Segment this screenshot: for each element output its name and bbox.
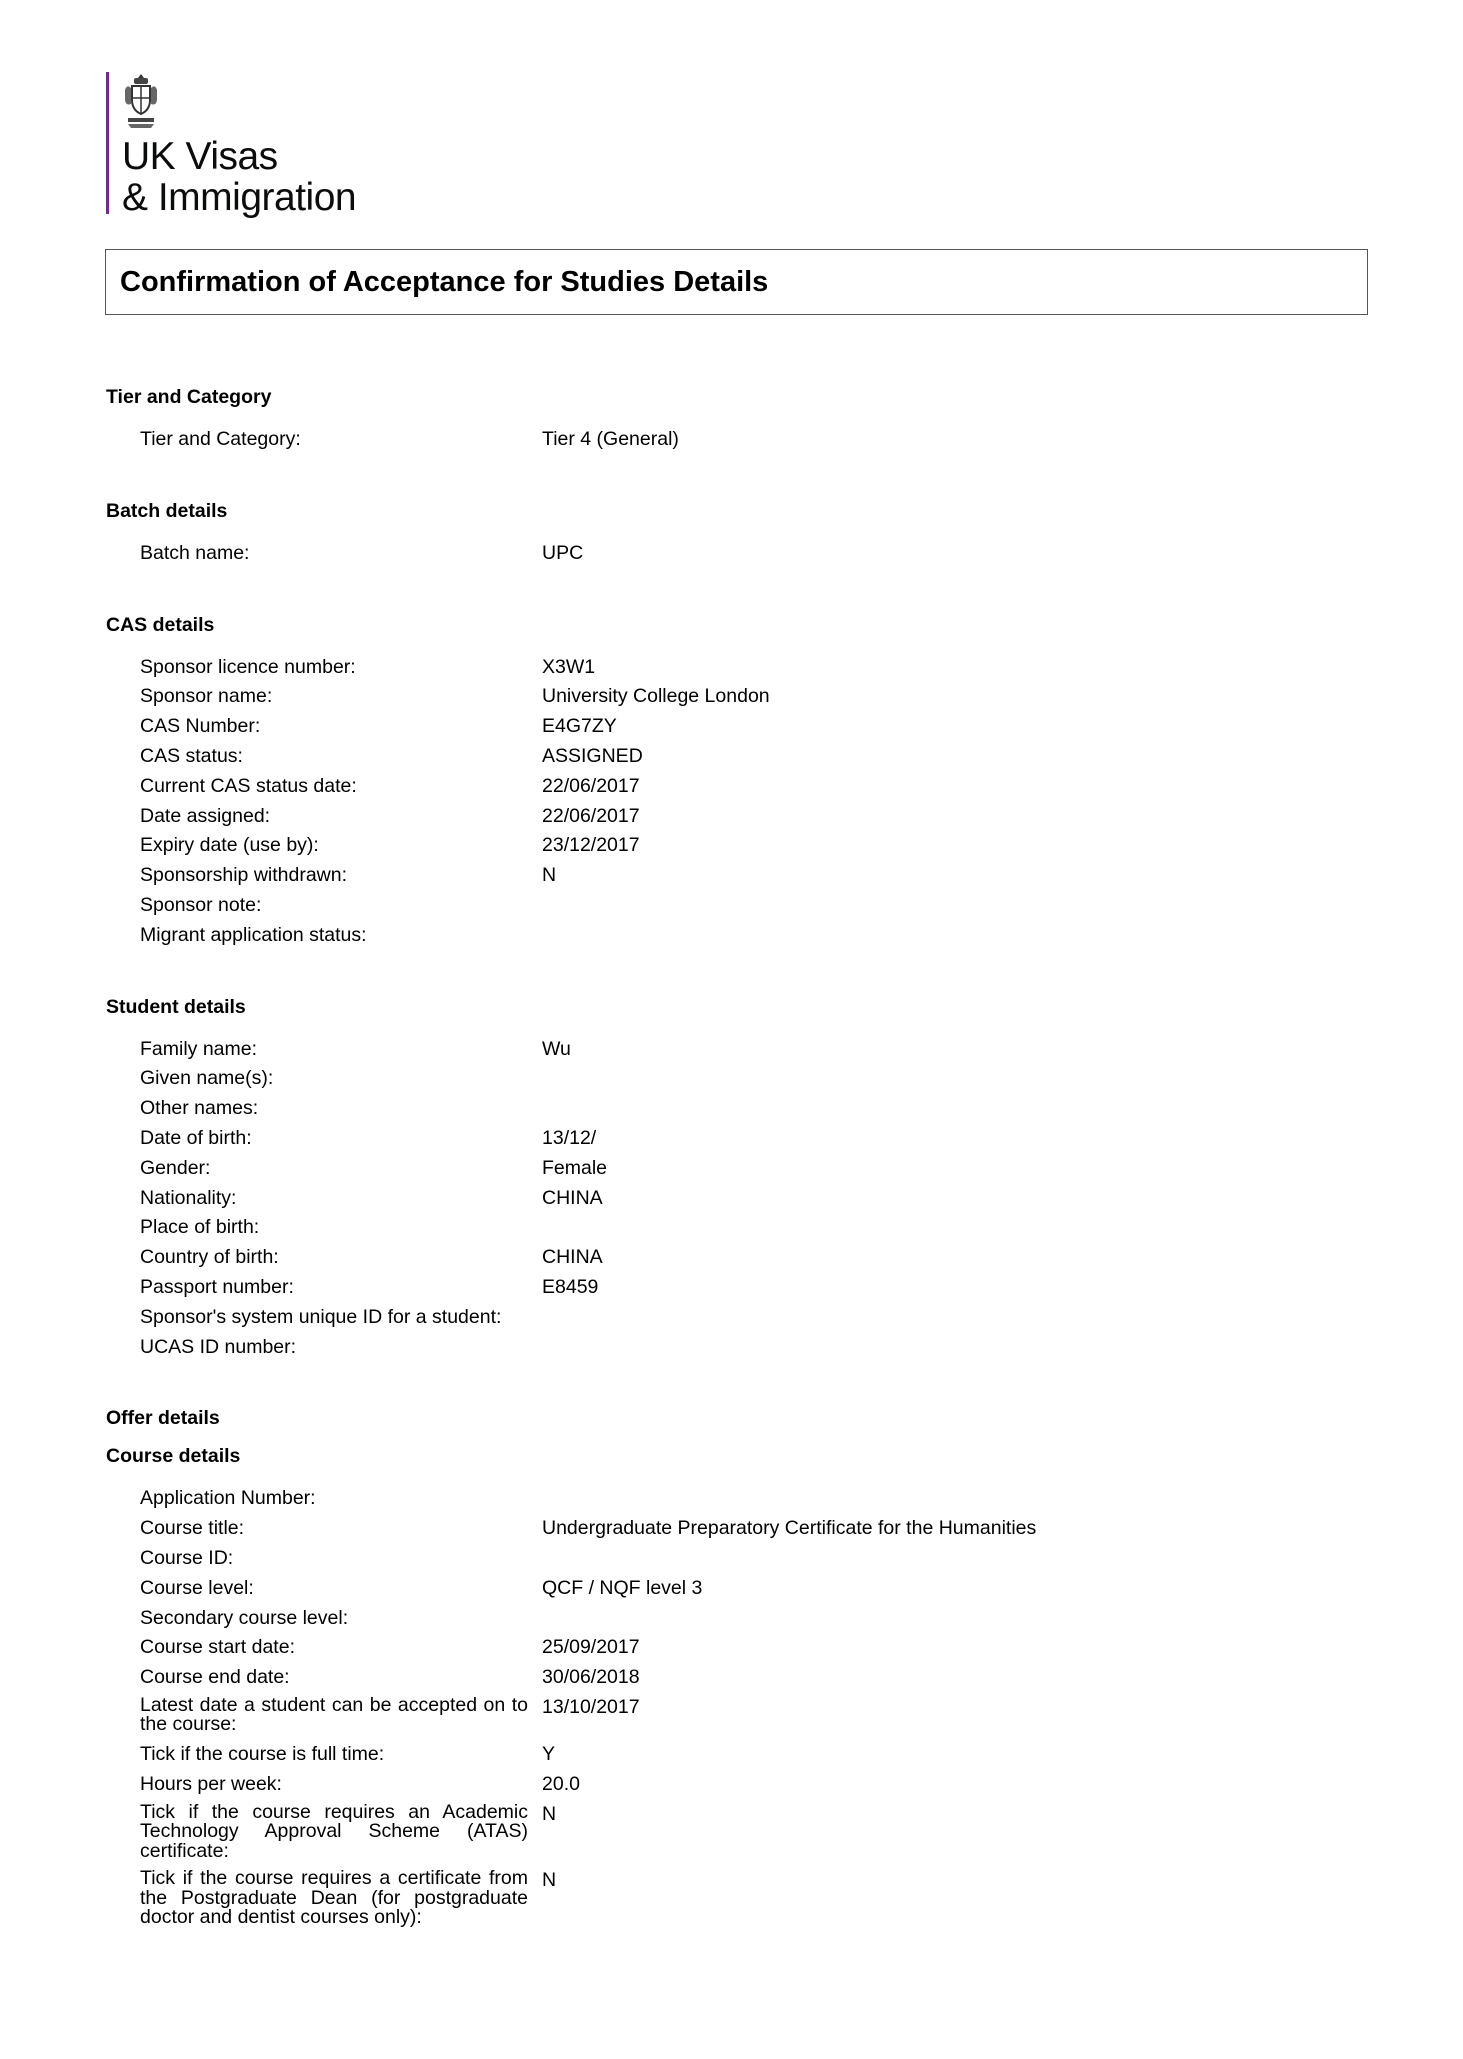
- section-cas: [106, 612, 1306, 954]
- field-row: [140, 924, 1306, 954]
- field-row: [140, 805, 1306, 835]
- field-row: [140, 428, 1306, 458]
- field-row: [140, 1038, 1306, 1068]
- logo-line-2: & Immigration: [122, 176, 357, 219]
- field-label: Place of birth:: [140, 1216, 260, 1239]
- field-row: [140, 1276, 1306, 1306]
- field-label: Course level:: [140, 1576, 254, 1599]
- field-value: 25/09/2017: [542, 1636, 640, 1659]
- field-label: Batch name:: [140, 541, 250, 564]
- field-label: Application Number:: [140, 1487, 316, 1510]
- field-row: [140, 1547, 1306, 1577]
- field-value: [528, 1306, 1306, 1336]
- field-value: [528, 1607, 1306, 1637]
- field-row: [140, 715, 1306, 745]
- document-title-box: [105, 249, 1368, 315]
- section-tier: [106, 384, 1306, 458]
- section-batch: [106, 498, 1306, 572]
- field-label: Nationality:: [140, 1186, 237, 1209]
- field-label: Passport number:: [140, 1275, 294, 1298]
- field-row: [140, 1636, 1306, 1666]
- document-title: Confirmation of Acceptance for Studies Details: [120, 266, 769, 298]
- section-heading: Course details: [106, 1445, 241, 1468]
- field-value: Female: [542, 1156, 608, 1179]
- field-value: [528, 1487, 1306, 1517]
- field-row: [140, 1577, 1306, 1607]
- field-row: [140, 894, 1306, 924]
- field-value: 22/06/2017: [542, 774, 640, 797]
- field-row: [140, 775, 1306, 805]
- field-row: [140, 1800, 1306, 1862]
- field-label: CAS status:: [140, 744, 243, 767]
- field-value: [528, 1097, 1306, 1127]
- field-value: Tier 4 (General): [542, 428, 679, 450]
- field-label: Family name:: [140, 1037, 258, 1060]
- field-label: Secondary course level:: [140, 1606, 349, 1629]
- field-row: [140, 1743, 1306, 1773]
- field-label: Date of birth:: [140, 1126, 252, 1149]
- field-value: 23/12/2017: [542, 834, 640, 857]
- field-row: [140, 1216, 1306, 1246]
- field-label: Expiry date (use by):: [140, 834, 319, 857]
- field-value: 30/06/2018: [542, 1666, 640, 1689]
- logo-wordmark: [122, 136, 356, 218]
- field-row: [140, 1306, 1306, 1336]
- field-value: E8459: [542, 1275, 599, 1298]
- logo-line-1: UK Visas: [122, 135, 278, 178]
- section-offer: [106, 1405, 1306, 1431]
- field-value: [528, 1336, 1306, 1366]
- field-label: Sponsor's system unique ID for a student:: [140, 1305, 502, 1328]
- field-value: 13/10/2017: [542, 1695, 640, 1718]
- field-label: Country of birth:: [140, 1246, 279, 1269]
- field-row: [140, 685, 1306, 715]
- field-label: CAS Number:: [140, 715, 261, 738]
- field-label: Tick if the course requires an Academic Technology Approval Scheme (ATAS) certificate:: [140, 1800, 528, 1862]
- field-label: Hours per week:: [140, 1772, 282, 1795]
- field-value: 20.0: [542, 1772, 580, 1795]
- field-value: [528, 1547, 1306, 1577]
- field-value: Undergraduate Preparatory Certificate for the Humanities: [542, 1517, 1037, 1540]
- field-label: Given name(s):: [140, 1067, 274, 1090]
- field-row: [140, 1187, 1306, 1217]
- field-value: [528, 894, 1306, 924]
- field-label: Gender:: [140, 1156, 211, 1179]
- section-heading: Offer details: [106, 1407, 220, 1430]
- document-body: [106, 384, 1306, 1968]
- field-value: UPC: [542, 541, 584, 564]
- field-label: Current CAS status date:: [140, 774, 357, 797]
- field-row: [140, 1246, 1306, 1276]
- section-course: [106, 1443, 1306, 1927]
- field-row: [140, 1157, 1306, 1187]
- field-value: [528, 1067, 1306, 1097]
- section-student: [106, 994, 1306, 1366]
- field-label: Course start date:: [140, 1636, 295, 1659]
- field-value: N: [542, 1802, 557, 1825]
- field-value: 22/06/2017: [542, 804, 640, 827]
- field-row: [140, 542, 1306, 572]
- field-row: [140, 656, 1306, 686]
- field-row: [140, 1869, 1306, 1928]
- field-value: University College London: [542, 685, 770, 708]
- field-row: [140, 1127, 1306, 1157]
- field-label: Tier and Category:: [140, 428, 301, 450]
- field-label: Course title:: [140, 1517, 245, 1540]
- field-label: Course end date:: [140, 1666, 290, 1689]
- field-row: [140, 1517, 1306, 1547]
- field-label: Sponsorship withdrawn:: [140, 864, 348, 887]
- field-value: CHINA: [542, 1186, 603, 1209]
- field-label: Other names:: [140, 1097, 259, 1120]
- field-value: 13/12/: [542, 1126, 597, 1149]
- field-value: N: [542, 1869, 557, 1891]
- field-value: QCF / NQF level 3: [542, 1576, 703, 1599]
- field-row: [140, 1666, 1306, 1696]
- field-value: [528, 924, 1306, 954]
- field-row: [140, 1097, 1306, 1127]
- field-row: [140, 1067, 1306, 1097]
- logo-accent-bar: [106, 72, 109, 214]
- field-label: Migrant application status:: [140, 923, 367, 946]
- field-value: E4G7ZY: [542, 715, 617, 738]
- field-label: Tick if the course requires a certificate from the Postgraduate Dean (for postgraduate doctor and dentist courses only):: [140, 1867, 528, 1928]
- section-heading: Batch details: [106, 499, 228, 522]
- field-row: [140, 1336, 1306, 1366]
- field-label: Course ID:: [140, 1546, 234, 1569]
- field-row: [140, 1773, 1306, 1803]
- field-row: [140, 1693, 1306, 1736]
- field-value: ASSIGNED: [542, 744, 643, 767]
- field-label: Sponsor name:: [140, 685, 273, 708]
- section-heading: CAS details: [106, 613, 215, 636]
- field-label: UCAS ID number:: [140, 1335, 297, 1358]
- field-label: Sponsor licence number:: [140, 655, 356, 678]
- field-value: CHINA: [542, 1246, 603, 1269]
- royal-coat-of-arms-icon: [122, 72, 160, 130]
- field-value: X3W1: [542, 655, 596, 678]
- field-row: [140, 1607, 1306, 1637]
- field-value: Wu: [542, 1037, 571, 1060]
- field-label: Sponsor note:: [140, 893, 262, 916]
- field-label: Date assigned:: [140, 804, 271, 827]
- field-value: N: [542, 864, 557, 887]
- field-label: Tick if the course is full time:: [140, 1742, 385, 1765]
- field-row: [140, 864, 1306, 894]
- field-value: [528, 1216, 1306, 1246]
- field-value: Y: [542, 1742, 556, 1765]
- field-label: Latest date a student can be accepted on to the course:: [140, 1693, 528, 1736]
- section-heading: Tier and Category: [106, 386, 272, 408]
- field-row: [140, 745, 1306, 775]
- section-heading: Student details: [106, 995, 246, 1018]
- field-row: [140, 1487, 1306, 1517]
- field-row: [140, 834, 1306, 864]
